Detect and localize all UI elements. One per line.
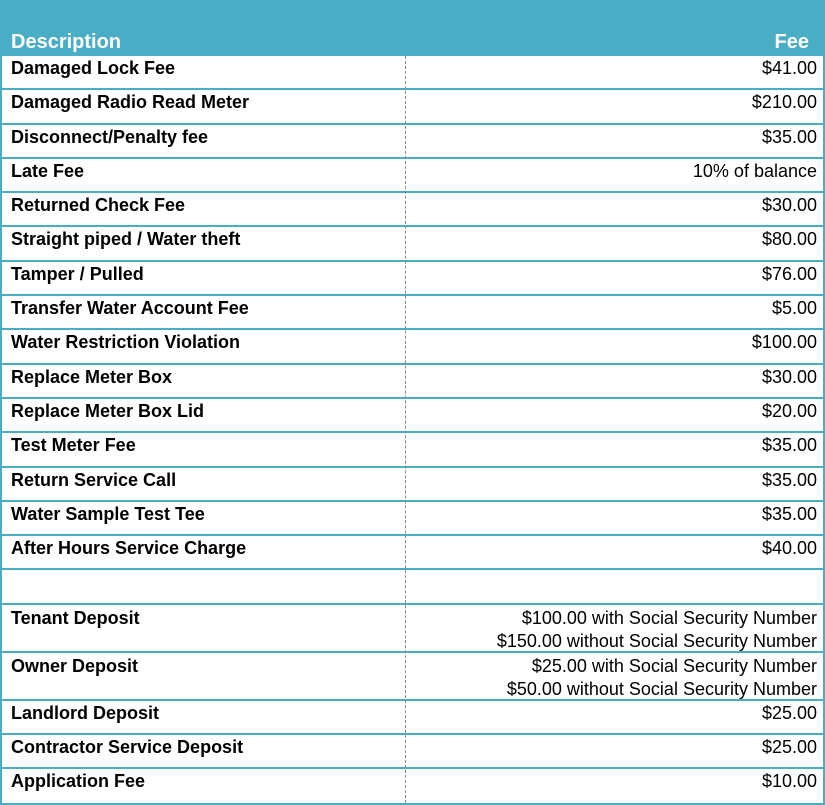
row-fee: 10% of balance: [692, 160, 817, 181]
row-description: Landlord Deposit: [11, 702, 159, 723]
row-description: Tamper / Pulled: [11, 263, 144, 284]
row-description: Return Service Call: [11, 469, 177, 490]
table-row: [2, 330, 823, 364]
row-fee: $25.00: [761, 702, 817, 723]
table-row: [2, 605, 823, 653]
table-row: [2, 296, 823, 330]
row-fee: $100.00: [751, 332, 817, 353]
row-description: Transfer Water Account Fee: [11, 298, 249, 319]
row-fee: $35.00: [761, 126, 817, 147]
row-fee: $5.00: [771, 298, 817, 319]
table-row: [2, 468, 823, 502]
row-fee: $20.00: [761, 400, 817, 421]
row-fee: $210.00: [751, 92, 817, 113]
table-row: [2, 536, 823, 570]
table-row: [2, 735, 823, 769]
header-description: Description: [11, 31, 122, 53]
row-description: Returned Check Fee: [11, 195, 186, 216]
table-row: [2, 125, 823, 159]
row-description: Disconnect/Penalty fee: [11, 126, 209, 147]
table-row: [2, 56, 823, 90]
header-fee: Fee: [774, 31, 809, 53]
table-row: [2, 433, 823, 467]
row-description: Contractor Service Deposit: [11, 737, 244, 758]
table-row: [2, 502, 823, 536]
row-description: Water Restriction Violation: [11, 332, 241, 353]
row-fee: $80.00: [761, 229, 817, 250]
row-description: Application Fee: [11, 771, 146, 792]
row-description: Water Sample Test Tee: [11, 503, 205, 524]
table-body: [2, 56, 823, 804]
table-row: [2, 653, 823, 701]
row-fee: $30.00: [761, 195, 817, 216]
row-description: Tenant Deposit: [11, 607, 140, 628]
row-description: Test Meter Fee: [11, 435, 136, 456]
row-fee: $25.00: [761, 737, 817, 758]
row-description: Replace Meter Box Lid: [11, 400, 205, 421]
row-description: Late Fee: [11, 160, 85, 181]
row-description: Damaged Radio Read Meter: [11, 92, 250, 113]
table-row: [2, 365, 823, 399]
row-fee-line1: $100.00 with Social Security Number: [521, 607, 817, 628]
table-row: [2, 701, 823, 735]
table-row: [2, 399, 823, 433]
row-fee: $41.00: [761, 58, 817, 78]
table-row: [2, 769, 823, 803]
row-fee: $35.00: [761, 503, 817, 524]
row-fee-line1: $25.00 with Social Security Number: [531, 655, 817, 676]
row-description: Replace Meter Box: [11, 366, 173, 387]
table-row: [2, 227, 823, 261]
column-divider: [405, 56, 406, 803]
row-fee: $10.00: [761, 771, 817, 792]
row-fee-multiline: [497, 607, 817, 653]
row-fee: $40.00: [761, 538, 817, 559]
row-fee: $35.00: [761, 435, 817, 456]
row-description: Straight piped / Water theft: [11, 229, 241, 250]
row-fee: $76.00: [761, 263, 817, 284]
row-fee: $35.00: [761, 469, 817, 490]
table-row: [2, 159, 823, 193]
row-description: Damaged Lock Fee: [11, 58, 176, 78]
table-row: [2, 90, 823, 124]
row-description: After Hours Service Charge: [11, 538, 247, 559]
row-fee-multiline: [507, 655, 817, 701]
table-row: [2, 262, 823, 296]
table-row: [2, 193, 823, 227]
row-description: Owner Deposit: [11, 655, 139, 676]
table-row-empty: [2, 570, 823, 604]
row-fee: $30.00: [761, 366, 817, 387]
row-fee-line2: $50.00 without Social Security Number: [506, 678, 817, 699]
table-header: [2, 0, 823, 56]
row-fee-line2: $150.00 without Social Security Number: [496, 630, 817, 651]
